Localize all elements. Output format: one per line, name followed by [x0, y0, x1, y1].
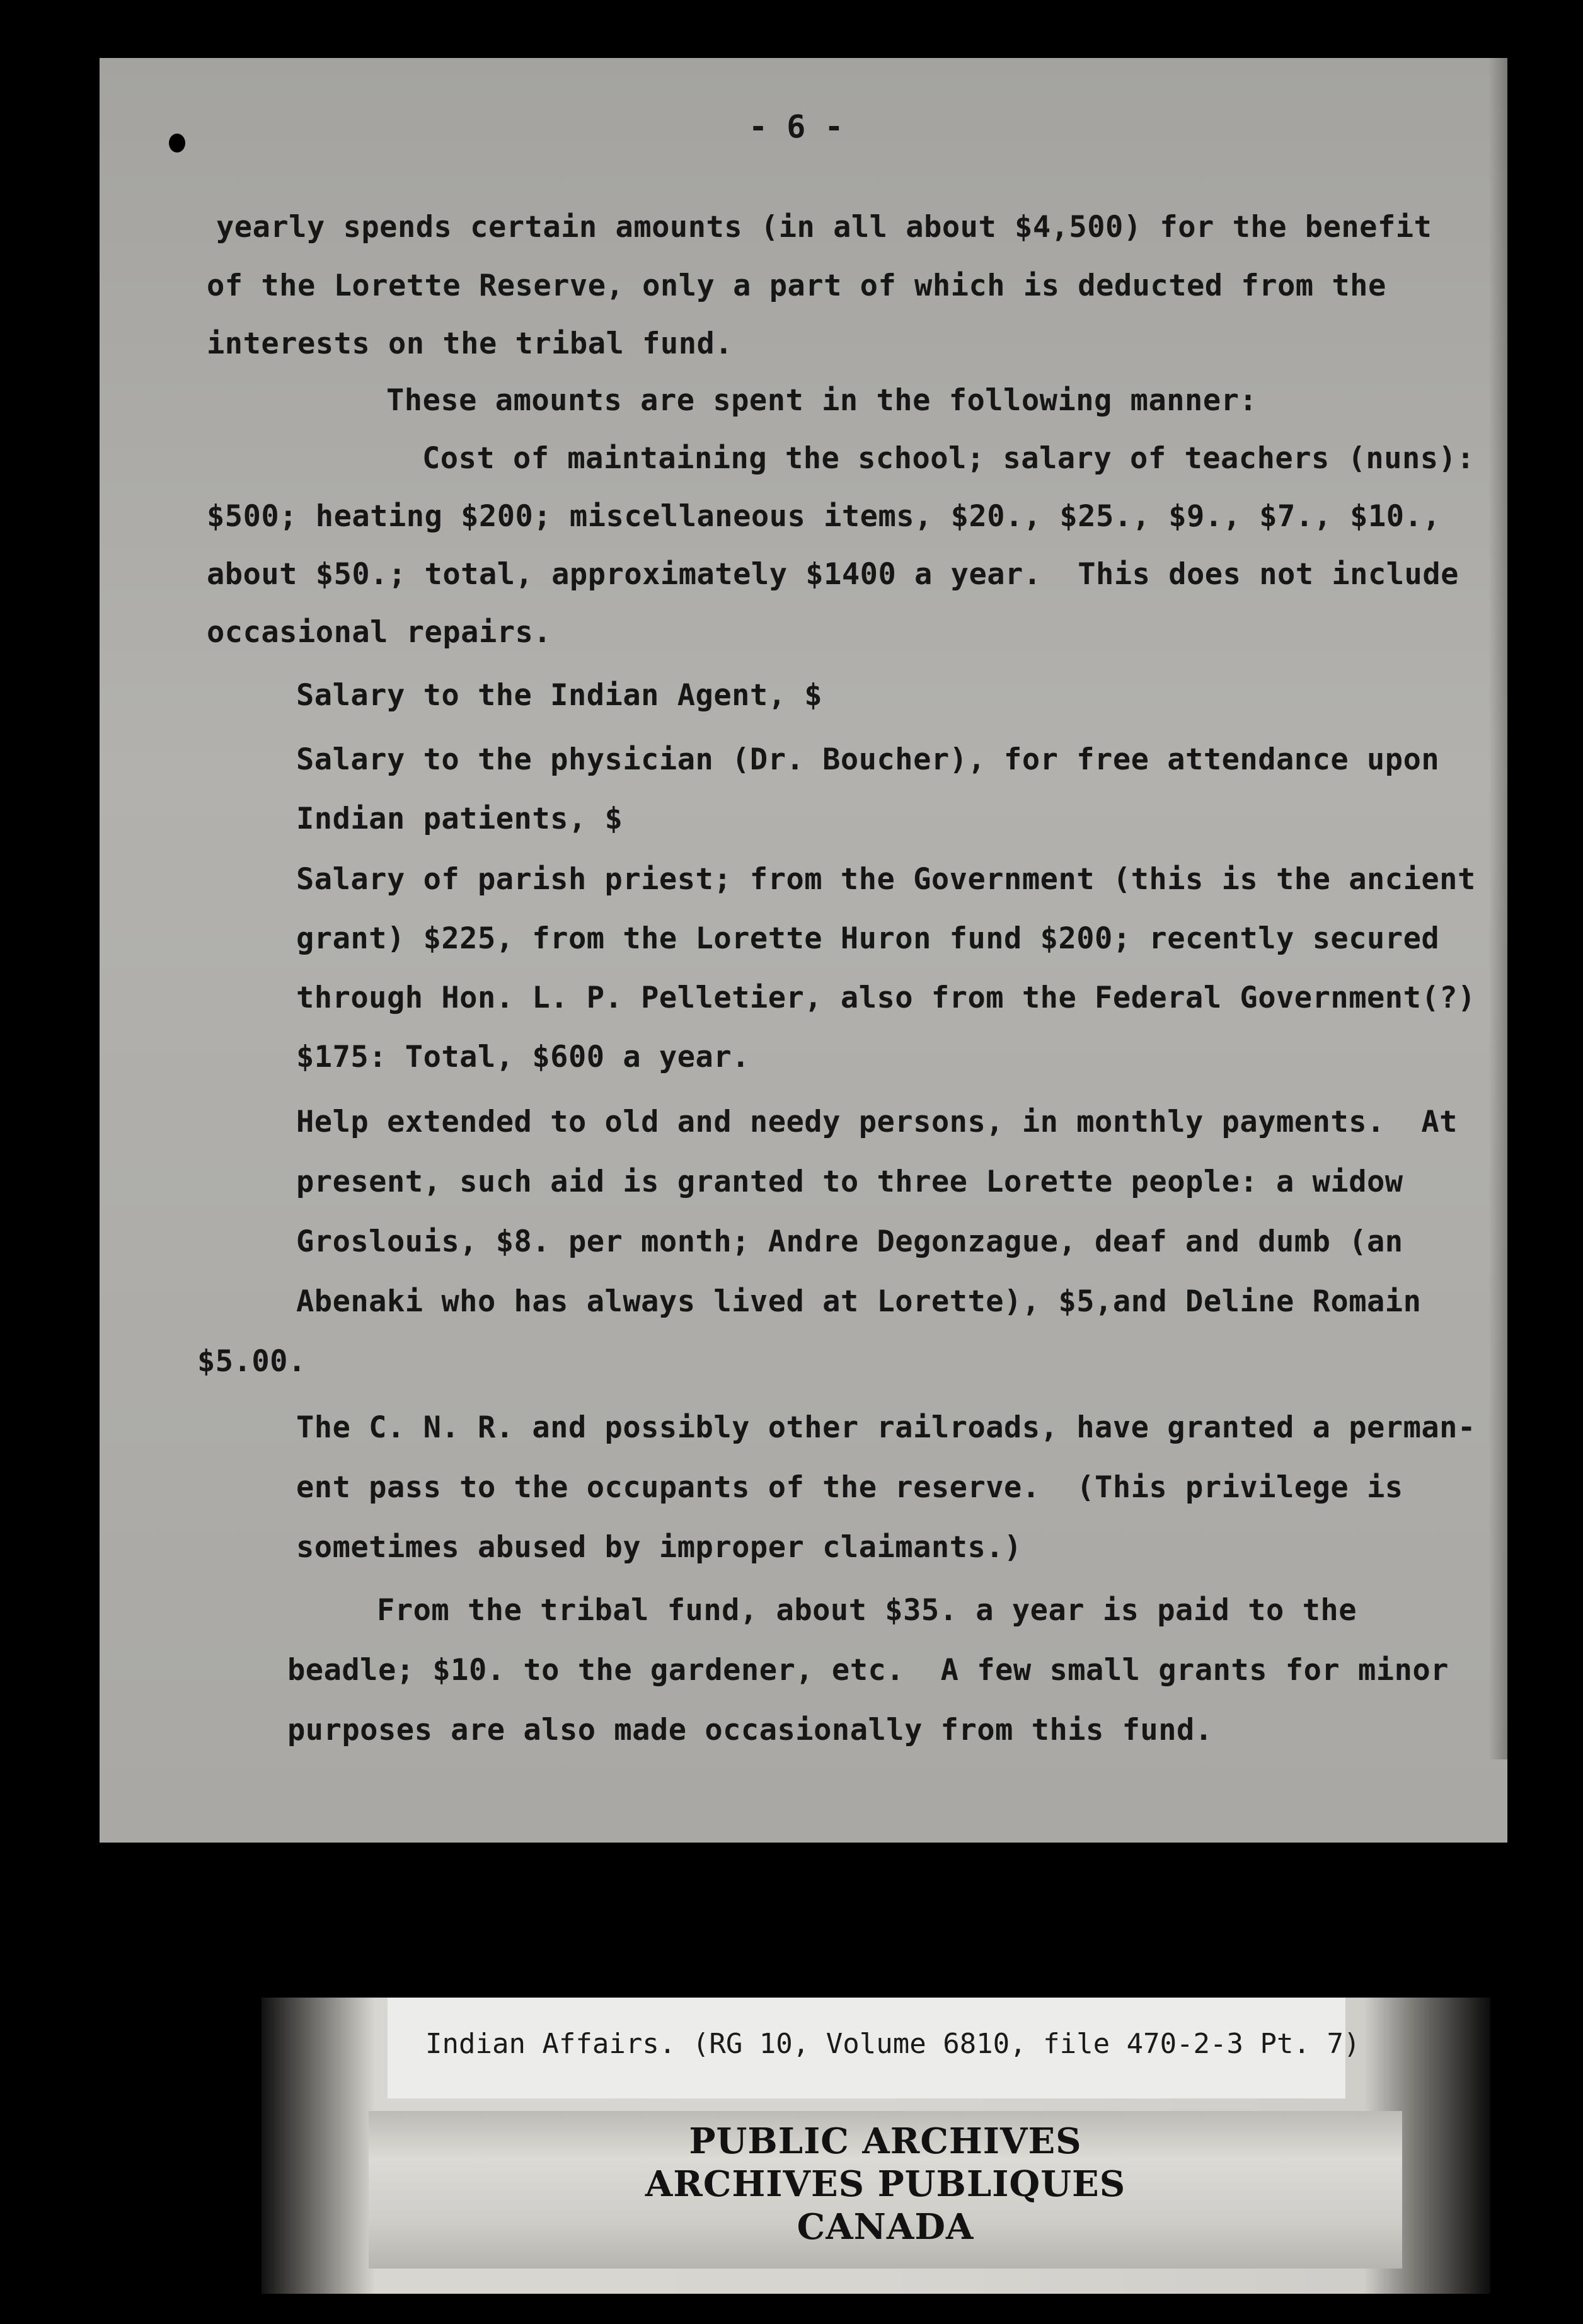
text-line: about $50.; total, approximately $1400 a year. This does not include — [207, 557, 1459, 592]
text-line: through Hon. L. P. Pelletier, also from the Federal Government(?) — [296, 981, 1476, 1015]
text-line: These amounts are spent in the following manner: — [386, 383, 1258, 418]
document-page — [100, 58, 1507, 1843]
text-line: Salary of parish priest; from the Government (this is the ancient — [296, 862, 1476, 897]
text-line: sometimes abused by improper claimants.) — [296, 1530, 1022, 1565]
text-line: Help extended to old and needy persons, in monthly payments. At — [296, 1105, 1458, 1139]
archive-reference-text: Indian Affairs. (RG 10, Volume 6810, file 470-2-3 Pt. 7) — [425, 2028, 1361, 2060]
text-line: Salary to the physician (Dr. Boucher), for free attendance upon — [296, 742, 1440, 777]
stamp-line: ARCHIVES PUBLIQUES — [645, 2163, 1126, 2205]
text-line: interests on the tribal fund. — [207, 326, 734, 361]
text-line: $5.00. — [197, 1344, 306, 1379]
text-line: yearly spends certain amounts (in all about $4,500) for the benefit — [216, 210, 1432, 244]
strip-edge-shadow — [262, 1998, 375, 2294]
text-line: Abenaki who has always lived at Lorette), $5,and Deline Romain — [296, 1284, 1422, 1319]
text-line: Indian patients, $ — [296, 802, 623, 836]
archive-reference-label — [388, 1998, 1361, 2098]
text-line: The C. N. R. and possibly other railroads, have granted a perman- — [296, 1410, 1476, 1445]
text-line: Groslouis, $8. per month; Andre Degonzague, deaf and dumb (an — [296, 1224, 1403, 1259]
stamp-line: CANADA — [797, 2206, 974, 2248]
archive-label-strip — [262, 1998, 1490, 2294]
text-line: From the tribal fund, about $35. a year is paid to the — [377, 1593, 1357, 1628]
text-line: present, such aid is granted to three Lorette people: a widow — [296, 1165, 1403, 1199]
text-line: ent pass to the occupants of the reserve. (This privilege is — [296, 1470, 1403, 1505]
text-line: Salary to the Indian Agent, $ — [296, 678, 823, 713]
text-line: of the Lorette Reserve, only a part of which is deducted from the — [207, 268, 1386, 303]
text-line: occasional repairs. — [207, 615, 552, 650]
archive-stamp-tape — [369, 2111, 1402, 2269]
page-number: - 6 - — [749, 108, 844, 145]
stamp-line: PUBLIC ARCHIVES — [689, 2120, 1082, 2162]
text-line: grant) $225, from the Lorette Huron fund $200; recently secured — [296, 921, 1440, 956]
text-line: $500; heating $200; miscellaneous items, $20., $25., $9., $7., $10., — [207, 499, 1441, 534]
text-line: $175: Total, $600 a year. — [296, 1040, 750, 1074]
text-line: purposes are also made occasionally from this fund. — [287, 1713, 1213, 1747]
page-fold-shadow — [1488, 58, 1507, 1759]
punch-hole — [169, 134, 185, 152]
text-line: Cost of maintaining the school; salary of teachers (nuns): — [422, 441, 1475, 476]
text-line: beadle; $10. to the gardener, etc. A few small grants for minor — [287, 1653, 1449, 1688]
